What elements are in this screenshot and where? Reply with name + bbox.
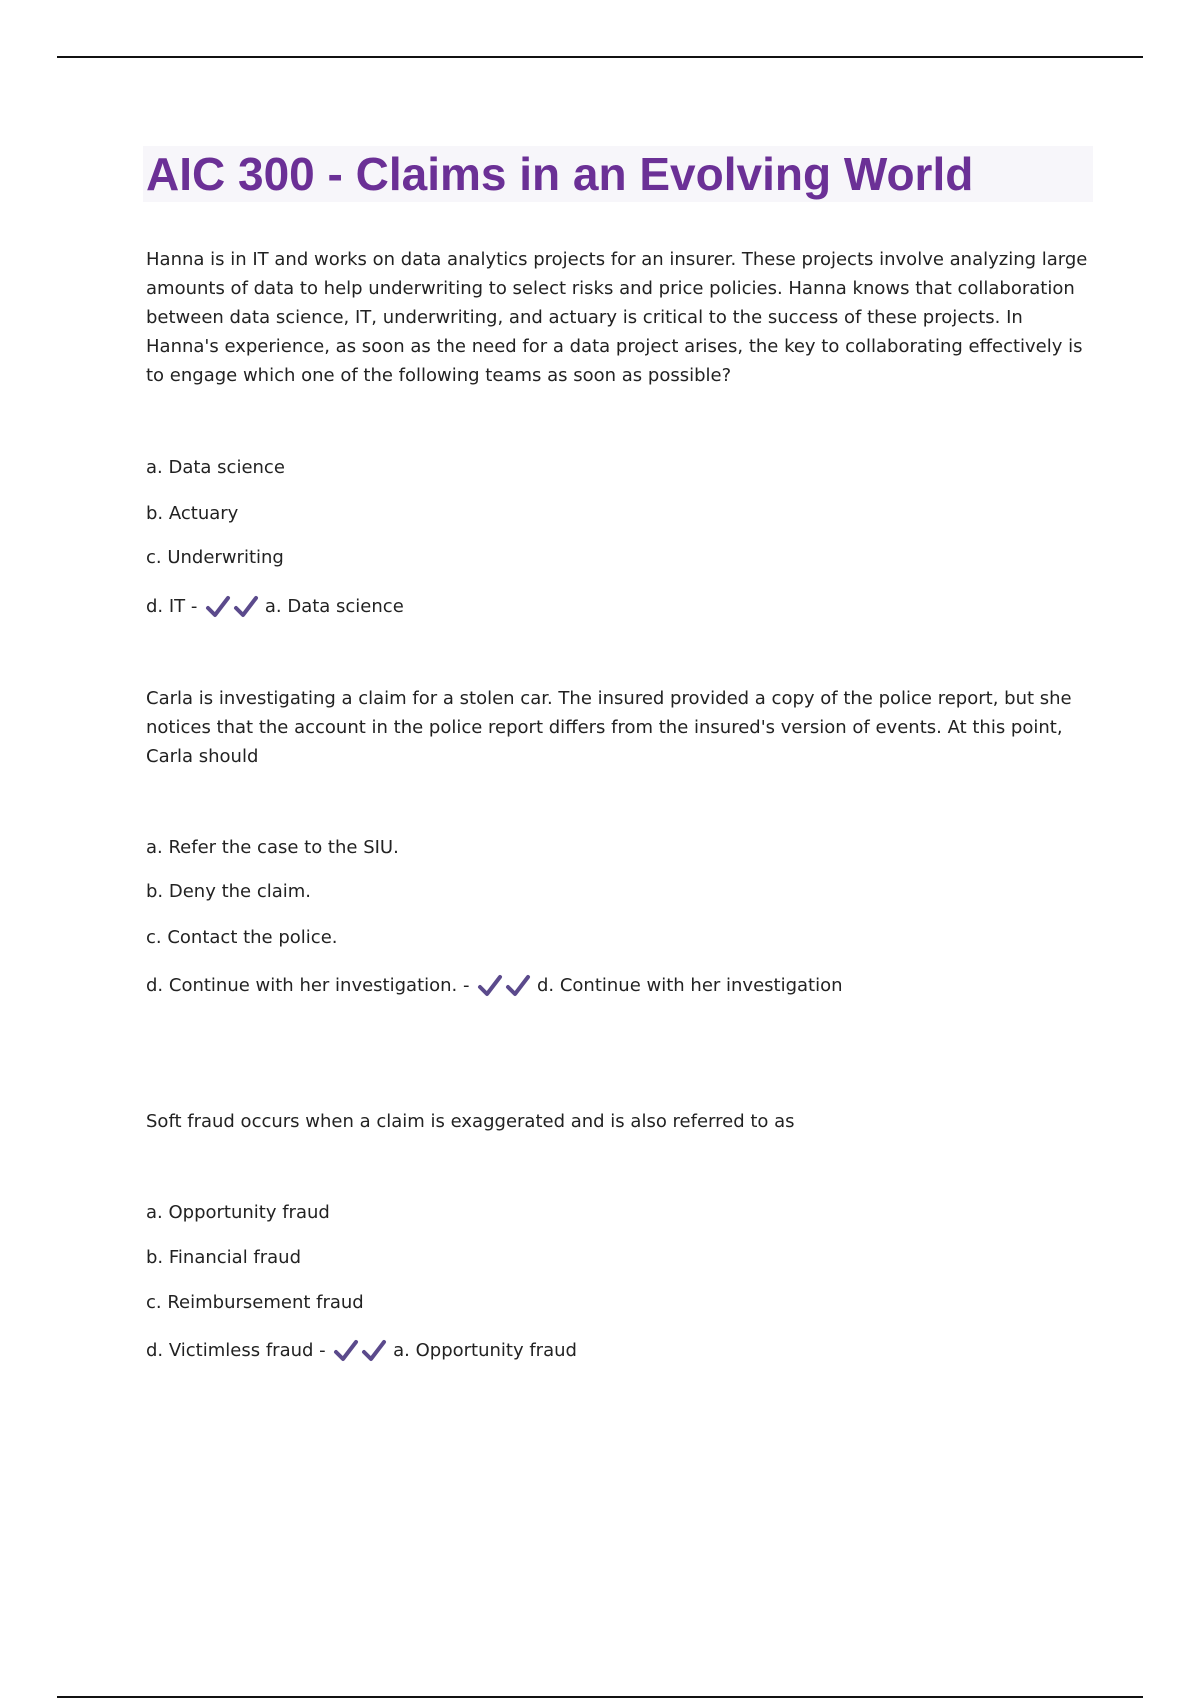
question-2-option-b: b. Deny the claim. bbox=[146, 881, 312, 902]
bottom-rule bbox=[57, 1696, 1143, 1698]
checkmark-icon bbox=[205, 594, 231, 620]
question-1-option-c: c. Underwriting bbox=[146, 547, 284, 568]
question-3-option-d-row bbox=[146, 1338, 577, 1364]
question-3-option-d: d. Victimless fraud - bbox=[146, 1340, 326, 1361]
document-title: AIC 300 - Claims in an Evolving World bbox=[146, 148, 974, 200]
checkmark-icon bbox=[505, 973, 531, 999]
question-2-answer: d. Continue with her investigation bbox=[536, 975, 843, 996]
question-2-option-d: d. Continue with her investigation. - bbox=[146, 975, 470, 996]
question-1-option-d-row bbox=[146, 594, 404, 620]
question-3-option-c: c. Reimbursement fraud bbox=[146, 1292, 364, 1313]
top-rule bbox=[57, 56, 1143, 58]
question-1-text: Hanna is in IT and works on data analytics projects for an insurer. These projects involve analyzing large amounts of data to help underwriting to select risks and price policies. Hanna knows that collaboration between data science, IT, underwriting, and actuary is critical to the success of these projects. In Hanna's experience, as soon as the need for a data project arises, the key to collaborating effectively is to engage which one of the following teams as soon as possible? bbox=[146, 249, 1088, 386]
checkmark-icon bbox=[233, 594, 259, 620]
question-3-text: Soft fraud occurs when a claim is exaggerated and is also referred to as bbox=[146, 1111, 795, 1132]
question-2-option-d-row bbox=[146, 973, 843, 999]
question-1-option-a: a. Data science bbox=[146, 457, 285, 478]
checkmark-icon bbox=[477, 973, 503, 999]
question-3-option-b: b. Financial fraud bbox=[146, 1247, 302, 1268]
question-1-answer: a. Data science bbox=[264, 596, 404, 617]
question-1-option-d: d. IT - bbox=[146, 596, 198, 617]
question-3-option-a: a. Opportunity fraud bbox=[146, 1202, 330, 1223]
checkmark-icon bbox=[333, 1338, 359, 1364]
question-2-option-a: a. Refer the case to the SIU. bbox=[146, 837, 399, 858]
question-1-option-b: b. Actuary bbox=[146, 503, 239, 524]
question-2-option-c: c. Contact the police. bbox=[146, 927, 338, 948]
checkmark-icon bbox=[361, 1338, 387, 1364]
question-2-text: Carla is investigating a claim for a stolen car. The insured provided a copy of the police report, but she notices that the account in the police report differs from the insured's version of events. At this point, Carla should bbox=[146, 688, 1072, 767]
question-3-answer: a. Opportunity fraud bbox=[393, 1340, 577, 1361]
